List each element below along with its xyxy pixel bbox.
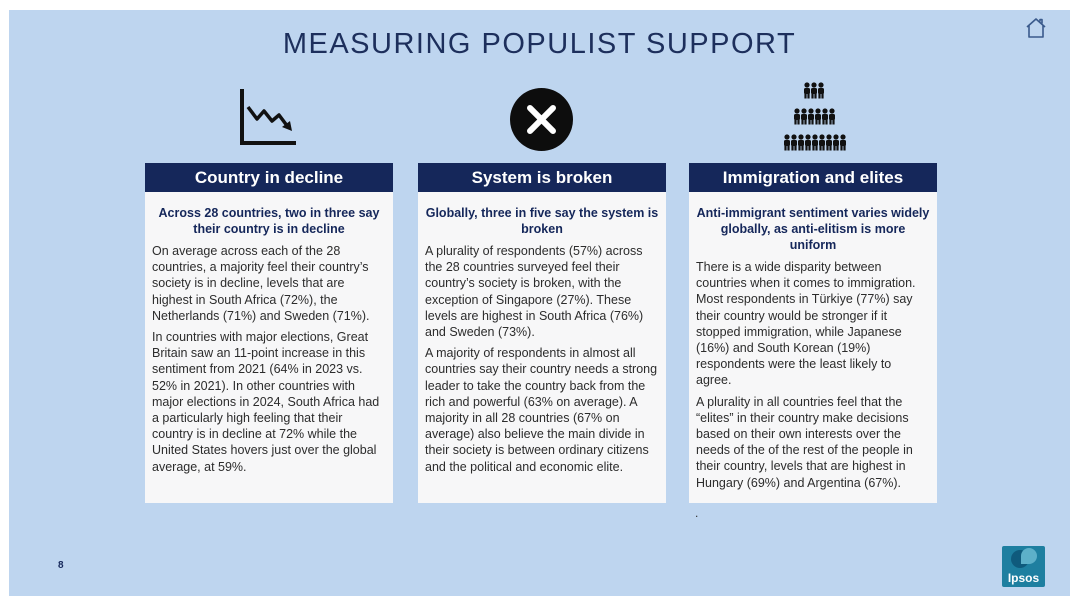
page-title: MEASURING POPULIST SUPPORT	[282, 28, 797, 60]
column-paragraph: A plurality in all countries feel that the “elites” in their country make decisions based on their own interests over the needs of the of the rest of the people in their country, levels that are highest in Hungary (69%) and Argentina (67%).	[696, 394, 913, 490]
footnote-dot: .	[695, 506, 699, 520]
column-heading: Country in decline	[145, 163, 393, 192]
logo-text: Ipsos	[1007, 571, 1040, 585]
column-heading: System is broken	[418, 163, 666, 192]
column-immigration-and-elites	[689, 163, 937, 503]
column-subheading: Globally, three in five say the system is broken	[425, 206, 659, 236]
column-paragraph: On average across each of the 28 countries, a majority feel their country’s society is in decline, levels that are highest in South Africa (72%), the Netherlands (71%) and Sweden (71%).	[152, 244, 370, 323]
home-icon[interactable]	[1024, 16, 1048, 40]
x-circle-icon	[509, 87, 574, 152]
column-paragraph: There is a wide disparity between countries when it comes to immigration. Most respondents in Türkiye (77%) say their country would be stronger if it stopped immigration, while Japanese (16%) and South Korean (19%) respondents were the least likely to agree.	[696, 260, 916, 388]
column-paragraph: A majority of respondents in almost all countries say their country needs a strong leader to take the country back from the rich and powerful (63% on average). A majority in all 28 countries (67% on average) also believe the main divide in their society is between ordinary citizens and the political and economic elite.	[425, 346, 658, 474]
ipsos-logo	[1002, 546, 1045, 587]
logo-mark-accent	[1021, 548, 1037, 564]
column-subheading: Anti-immigrant sentiment varies widely globally, as anti-elitism is more uniform	[696, 206, 930, 252]
column-country-in-decline	[145, 163, 393, 503]
column-subheading: Across 28 countries, two in three say their country is in decline	[158, 206, 380, 236]
column-paragraph: In countries with major elections, Great Britain saw an 11-point increase in this sentiment from 2021 (64% in 2023 vs. 52% in 2021). In other countries with major elections in 2024, South Africa had a particularly high feeling that their country is in decline at 72% while the United States hovers just over the global average, at 59%.	[152, 330, 380, 474]
people-pyramid-icon	[779, 81, 849, 156]
column-heading: Immigration and elites	[689, 163, 937, 192]
column-paragraph: A plurality of respondents (57%) across the 28 countries surveyed feel their country’s society is broken, with the exception of Singapore (27%). These levels are highest in South Africa (76%) and Sweden (73%).	[425, 244, 644, 340]
slide	[9, 10, 1070, 596]
page-number: 8	[58, 560, 64, 571]
column-system-is-broken	[418, 163, 666, 503]
declining-chart-icon	[238, 87, 300, 147]
